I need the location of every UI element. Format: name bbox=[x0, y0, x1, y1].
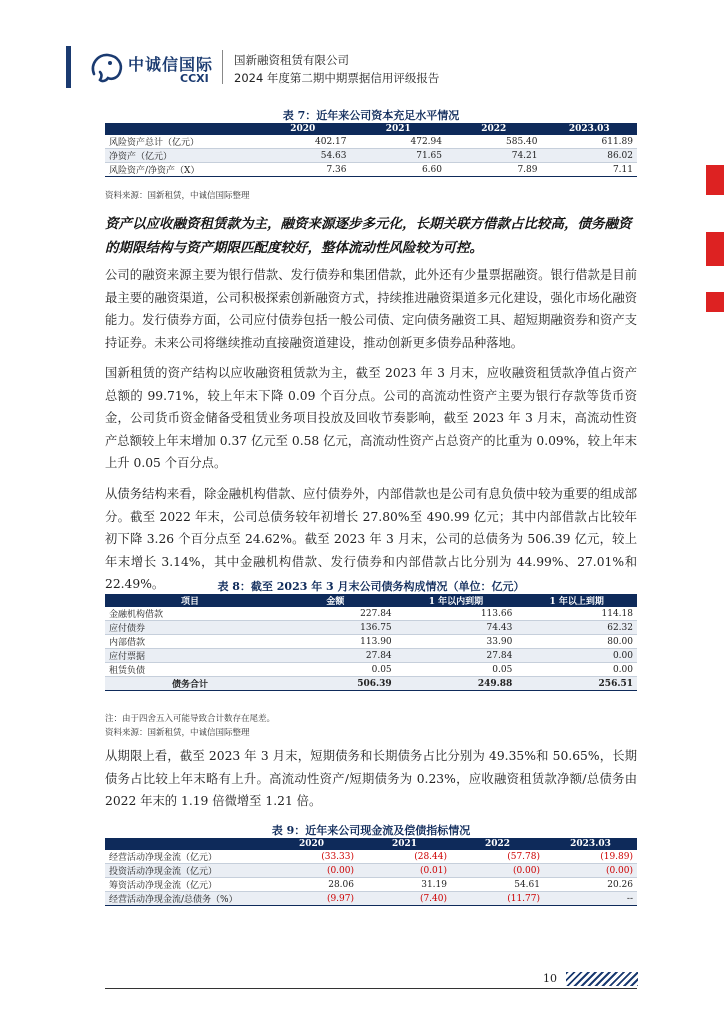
table-cell: 227.84 bbox=[275, 607, 396, 621]
table-cell: 256.51 bbox=[516, 677, 637, 691]
table-cell: 0.00 bbox=[516, 649, 637, 663]
table-header-cell bbox=[105, 123, 255, 135]
table-cell: 7.11 bbox=[542, 163, 638, 177]
table-header-cell: 2021 bbox=[358, 838, 451, 850]
logo-chinese-name: 中诚信国际 bbox=[128, 55, 214, 74]
side-decoration-mark bbox=[706, 292, 724, 312]
table-cell: 7.36 bbox=[255, 163, 351, 177]
footer-rule bbox=[105, 988, 637, 989]
table-header-cell: 1 年以上到期 bbox=[516, 594, 637, 607]
row-label: 金融机构借款 bbox=[105, 607, 275, 621]
row-label: 投资活动净现金流（亿元） bbox=[105, 864, 265, 878]
row-label: 租赁负债 bbox=[105, 663, 275, 677]
row-label: 经营活动净现金流（亿元） bbox=[105, 850, 265, 864]
table8-source: 资料来源：国新租赁，中诚信国际整理 bbox=[105, 728, 250, 738]
table-header-cell: 2020 bbox=[255, 123, 351, 135]
table-total-row bbox=[105, 677, 637, 691]
table-header-cell: 2022 bbox=[451, 838, 544, 850]
table-row bbox=[105, 621, 637, 635]
table-cell: (28.44) bbox=[358, 850, 451, 864]
table-cell: 136.75 bbox=[275, 621, 396, 635]
table-cell: 54.61 bbox=[451, 878, 544, 892]
paragraph-debt-maturity: 从期限上看，截至 2023 年 3 月末，短期债务和长期债务占比分别为 49.35%和 50.65%，长期债务占比较上年末略有上升。高流动性资产/短期债务为 0.23%，应收融资租赁款净额/总债务由 2022 年末的 1.19 倍微增至 1.21 倍。 bbox=[105, 749, 637, 808]
header-company-name: 国新融资租赁有限公司 bbox=[234, 53, 349, 67]
table-cell: 71.65 bbox=[351, 149, 447, 163]
table-cell: 62.32 bbox=[516, 621, 637, 635]
table-header-cell: 2021 bbox=[351, 123, 447, 135]
table-cell: 80.00 bbox=[516, 635, 637, 649]
table-cell: (0.00) bbox=[544, 864, 637, 878]
row-label: 应付债券 bbox=[105, 621, 275, 635]
table-row bbox=[105, 607, 637, 621]
logo-english-name: CCXI bbox=[180, 72, 209, 85]
table-row bbox=[105, 878, 637, 892]
table-cell: 585.40 bbox=[446, 135, 542, 149]
table-cell: 28.06 bbox=[265, 878, 358, 892]
table-cell: 113.66 bbox=[396, 607, 517, 621]
header-accent-bar bbox=[66, 46, 71, 88]
table-cell: 20.26 bbox=[544, 878, 637, 892]
header-separator bbox=[222, 50, 223, 84]
table9-caption: 表 9：近年来公司现金流及偿债指标情况 bbox=[271, 824, 471, 837]
table-cell: (11.77) bbox=[451, 892, 544, 906]
row-label: 债务合计 bbox=[105, 677, 275, 691]
elephant-logo-icon bbox=[88, 50, 126, 84]
table-cell: 31.19 bbox=[358, 878, 451, 892]
table-cell: 86.02 bbox=[542, 149, 638, 163]
table-cell: 0.05 bbox=[396, 663, 517, 677]
table-cell: 6.60 bbox=[351, 163, 447, 177]
table-row bbox=[105, 135, 637, 149]
table-cell: 472.94 bbox=[351, 135, 447, 149]
table-cell: 0.00 bbox=[516, 663, 637, 677]
table-cell: 27.84 bbox=[396, 649, 517, 663]
table-cell: (0.00) bbox=[265, 864, 358, 878]
table-header-cell: 项目 bbox=[105, 594, 275, 607]
page-number: 10 bbox=[543, 972, 557, 985]
table-header-row bbox=[105, 123, 637, 135]
table-cell: 0.05 bbox=[275, 663, 396, 677]
table-row bbox=[105, 892, 637, 906]
table8-note: 注：由于四舍五入可能导致合计数存在尾差。 bbox=[105, 714, 276, 724]
table7-capital-adequacy bbox=[105, 123, 637, 177]
table-row bbox=[105, 850, 637, 864]
table-row bbox=[105, 663, 637, 677]
table-row bbox=[105, 649, 637, 663]
table-cell: 74.43 bbox=[396, 621, 517, 635]
table-header-cell bbox=[105, 838, 265, 850]
table-header-cell: 2020 bbox=[265, 838, 358, 850]
paragraph-financing-sources: 公司的融资来源主要为银行借款、发行债券和集团借款，此外还有少量票据融资。银行借款是目前最主要的融资渠道，公司积极探索创新融资方式，持续推进融资渠道多元化建设，强化市场化融资能力。发行债券方面，公司应付债券包括一般公司债、定向债务融资工具、超短期融资券和资产支持证券。未来公司将继续推动直接融资道建设，推动创新更多债券品种落地。 bbox=[105, 268, 637, 350]
row-label: 净资产（亿元） bbox=[105, 149, 255, 163]
table7-source: 资料来源：国新租赁，中诚信国际整理 bbox=[105, 191, 250, 201]
table7-caption: 表 7：近年来公司资本充足水平情况 bbox=[282, 109, 460, 122]
table8-debt-composition bbox=[105, 594, 637, 691]
side-decoration-mark bbox=[706, 232, 724, 266]
row-label: 筹资活动净现金流（亿元） bbox=[105, 878, 265, 892]
header-report-title: 2024 年度第二期中期票据信用评级报告 bbox=[234, 71, 440, 85]
row-label: 风险资产/净资产（X） bbox=[105, 163, 255, 177]
table-cell: 249.88 bbox=[396, 677, 517, 691]
row-label: 风险资产总计（亿元） bbox=[105, 135, 255, 149]
table-cell: (0.00) bbox=[451, 864, 544, 878]
table-cell: (57.78) bbox=[451, 850, 544, 864]
table-header-cell: 1 年以内到期 bbox=[396, 594, 517, 607]
ccxi-logo bbox=[88, 50, 214, 86]
table-header-cell: 2023.03 bbox=[544, 838, 637, 850]
table-cell: 402.17 bbox=[255, 135, 351, 149]
table-row bbox=[105, 149, 637, 163]
row-label: 应付票据 bbox=[105, 649, 275, 663]
row-label: 内部借款 bbox=[105, 635, 275, 649]
table-cell: (19.89) bbox=[544, 850, 637, 864]
table-cell: (7.40) bbox=[358, 892, 451, 906]
section-heading: 资产以应收融资租赁款为主，融资来源逐步多元化，长期关联方借款占比较高，债务融资的期限结构与资产期限匹配度较好，整体流动性风险较为可控。 bbox=[105, 216, 632, 256]
table-cell: 27.84 bbox=[275, 649, 396, 663]
row-label: 经营活动净现金流/总债务（%） bbox=[105, 892, 265, 906]
table-cell: (0.01) bbox=[358, 864, 451, 878]
table-cell: 74.21 bbox=[446, 149, 542, 163]
table-header-row bbox=[105, 838, 637, 850]
side-decoration-mark bbox=[706, 165, 724, 195]
table-header-cell: 金额 bbox=[275, 594, 396, 607]
table-cell: 7.89 bbox=[446, 163, 542, 177]
table9-cash-flow bbox=[105, 838, 637, 906]
table-cell: -- bbox=[544, 892, 637, 906]
table-cell: 611.89 bbox=[542, 135, 638, 149]
table-cell: (33.33) bbox=[265, 850, 358, 864]
footer-stripe-decoration bbox=[566, 972, 638, 986]
paragraph-asset-structure: 国新租赁的资产结构以应收融资租赁款为主，截至 2023 年 3 月末，应收融资租赁款净值占资产总额的 99.71%，较上年末下降 0.09 个百分点。公司的高流动性资产主要为银行存款等货币资金，公司货币资金储备受租赁业务项目投放及回收节奏影响，截至 2023 年 3 月末，高流动性资产总额较上年末增加 0.37 亿元至 0.58 亿元，高流动性资产占总资产的比重为 0.09%，较上年末上升 0.05 个百分点。 bbox=[105, 366, 637, 470]
table-cell: 54.63 bbox=[255, 149, 351, 163]
paragraph-debt-structure: 从债务结构来看，除金融机构借款、应付债券外，内部借款也是公司有息负债中较为重要的组成部分。截至 2022 年末，公司总债务较年初增长 27.80%至 490.99 亿元；其中内部借款占比较年初下降 3.26 个百分点至 24.62%。截至 2023 年 3 月末，公司的总债务为 506.39 亿元，较上年末增长 3.14%，其中金融机构借款、发行债券和内部借款占比分别为 44.99%、27.01%和 22.49%。 bbox=[105, 487, 637, 591]
table-cell: 33.90 bbox=[396, 635, 517, 649]
table-header-cell: 2023.03 bbox=[542, 123, 638, 135]
table-cell: (9.97) bbox=[265, 892, 358, 906]
table-row bbox=[105, 864, 637, 878]
table8-caption: 表 8：截至 2023 年 3 月末公司债务构成情况（单位：亿元） bbox=[217, 580, 525, 593]
table-cell: 506.39 bbox=[275, 677, 396, 691]
table-cell: 113.90 bbox=[275, 635, 396, 649]
table-header-row bbox=[105, 594, 637, 607]
table-row bbox=[105, 635, 637, 649]
table-cell: 114.18 bbox=[516, 607, 637, 621]
table-header-cell: 2022 bbox=[446, 123, 542, 135]
table-row bbox=[105, 163, 637, 177]
